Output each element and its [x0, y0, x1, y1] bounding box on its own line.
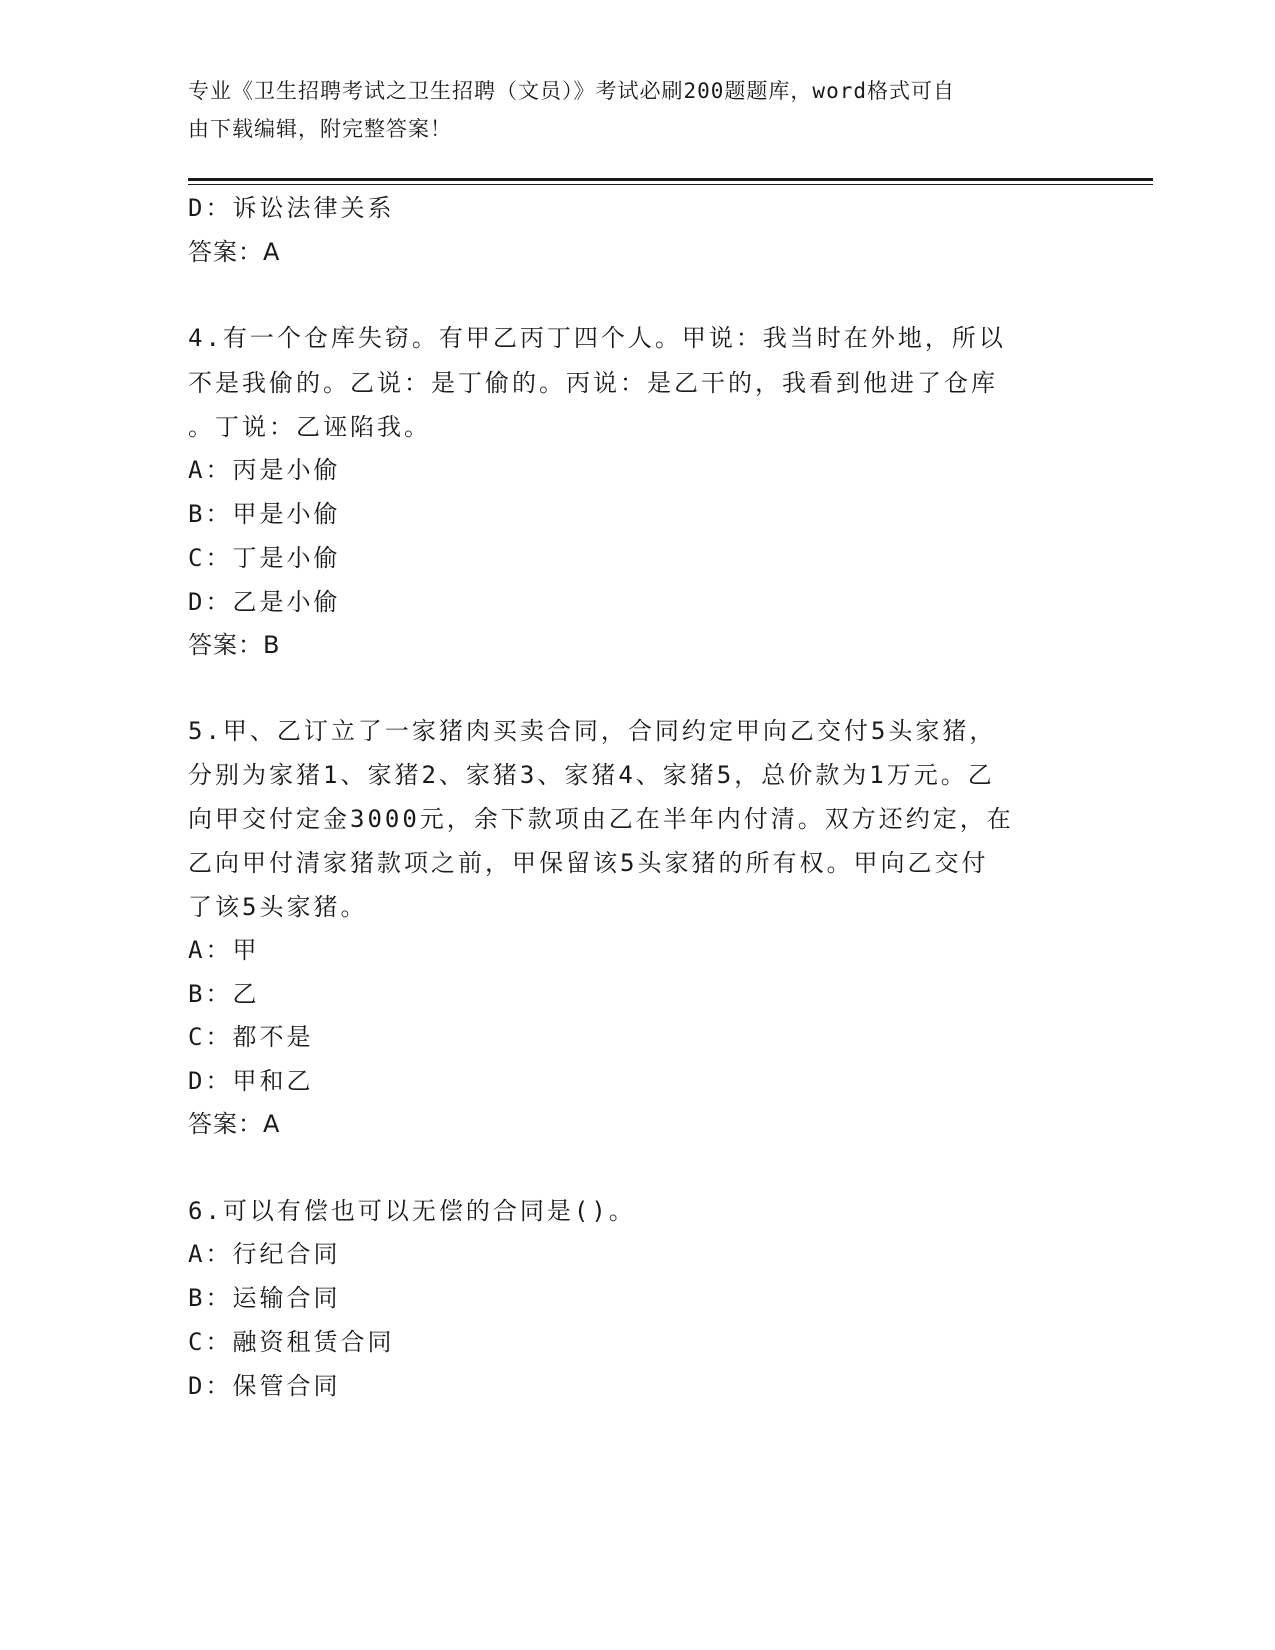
q4-stem-line-3: 。丁说：乙诬陷我。	[188, 413, 431, 441]
q5-stem-line-1: 5.甲、乙订立了一家猪肉买卖合同，合同约定甲向乙交付5头家猪，	[188, 717, 997, 745]
q5-option-a: A：甲	[188, 936, 260, 964]
q3-option-d: D：诉讼法律关系	[188, 194, 395, 222]
q4-stem-line-2: 不是我偷的。乙说：是丁偷的。丙说：是乙干的，我看到他进了仓库	[188, 369, 998, 397]
q5-answer: 答案：A	[188, 1110, 281, 1138]
q5-option-d: D：甲和乙	[188, 1067, 314, 1095]
q4-option-b: B：甲是小偷	[188, 500, 341, 528]
q3-answer: 答案：A	[188, 238, 281, 266]
q5-stem-line-5: 了该5头家猪。	[188, 893, 368, 921]
q5-stem-line-3: 向甲交付定金3000元，余下款项由乙在半年内付清。双方还约定，在	[188, 805, 1014, 833]
q6-stem-line-1: 6.可以有偿也可以无偿的合同是()。	[188, 1197, 636, 1225]
q4-answer: 答案：B	[188, 631, 281, 659]
q6-option-b: B：运输合同	[188, 1284, 341, 1312]
q4-option-c: C：丁是小偷	[188, 544, 341, 572]
q5-option-c: C：都不是	[188, 1023, 314, 1051]
q6-option-c: C：融资租赁合同	[188, 1328, 395, 1356]
header-rule-thick	[188, 178, 1153, 181]
q6-option-a: A：行纪合同	[188, 1240, 341, 1268]
q4-option-a: A：丙是小偷	[188, 456, 341, 484]
q4-option-d: D：乙是小偷	[188, 588, 341, 616]
q6-option-d: D：保管合同	[188, 1372, 341, 1400]
q5-stem-line-4: 乙向甲付清家猪款项之前，甲保留该5头家猪的所有权。甲向乙交付	[188, 849, 989, 877]
document-header	[188, 72, 1068, 148]
q5-option-b: B：乙	[188, 980, 260, 1008]
header-line-2: 由下载编辑，附完整答案！	[188, 117, 452, 141]
header-line-1: 专业《卫生招聘考试之卫生招聘（文员）》考试必刷200题题库，word格式可自	[188, 79, 955, 103]
q5-stem-line-2: 分别为家猪1、家猪2、家猪3、家猪4、家猪5，总价款为1万元。乙	[188, 761, 995, 789]
q4-stem-line-1: 4.有一个仓库失窃。有甲乙丙丁四个人。甲说：我当时在外地，所以	[188, 324, 1006, 352]
